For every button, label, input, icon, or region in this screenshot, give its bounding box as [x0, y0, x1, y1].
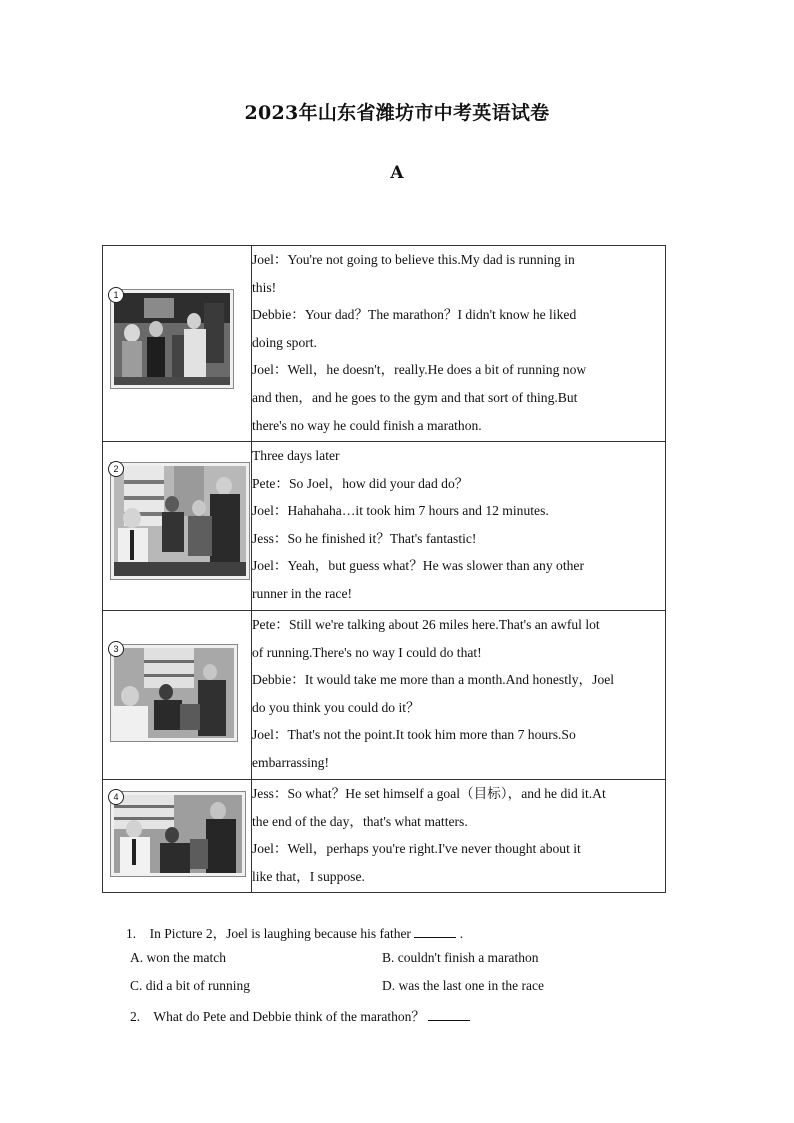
question-number: 2. — [130, 1009, 141, 1024]
answer-blank[interactable] — [414, 927, 456, 938]
picture-cell — [103, 246, 252, 442]
dialogue-line: this! — [252, 279, 277, 295]
story-table — [102, 245, 666, 893]
question-number: 1. — [126, 926, 137, 941]
page-title: 2023年山东省潍坊市中考英语试卷 — [244, 102, 550, 124]
question-stem: What do Pete and Debbie think of the marathon？ — [153, 1009, 425, 1024]
option-d[interactable] — [382, 978, 544, 994]
option-text: did a bit of running — [145, 978, 251, 993]
dialogue-cell — [252, 442, 666, 611]
question-tail: . — [459, 926, 464, 941]
picture-cell — [103, 442, 252, 611]
dialogue-line: runner in the race! — [252, 585, 353, 601]
dialogue-line: Three days later — [252, 448, 340, 463]
option-letter: C. — [130, 978, 143, 993]
answer-blank[interactable] — [428, 1010, 470, 1021]
dialogue-line: Pete：Still we're talking about 26 miles here.That's an awful lot — [252, 617, 600, 632]
option-a[interactable] — [130, 950, 226, 966]
option-b[interactable] — [382, 950, 539, 966]
story-row — [103, 780, 666, 893]
picture-number-badge: 2 — [108, 461, 124, 477]
story-row — [103, 246, 666, 442]
picture-cell — [103, 611, 252, 780]
picture-number-badge: 3 — [108, 641, 124, 657]
option-text: couldn't finish a marathon — [397, 950, 539, 965]
dialogue-line: Joel：Yeah，but guess what？He was slower than any other — [252, 558, 584, 574]
dialogue-line: and then，and he goes to the gym and that sort of thing.But — [252, 389, 578, 405]
dialogue-line: Joel：Hahahaha…it took him 7 hours and 12 minutes. — [252, 503, 549, 519]
dialogue-line: do you think you could do it？ — [252, 699, 420, 715]
dialogue-line: Debbie：It would take me more than a month.And honestly，Joel — [252, 672, 615, 688]
section-heading: A — [390, 163, 404, 183]
picture-3-photo — [111, 645, 237, 741]
dialogue-cell — [252, 780, 666, 893]
dialogue-line: Debbie：Your dad？The marathon？I didn't know he liked — [252, 307, 577, 323]
dialogue-line: the end of the day，that's what matters. — [252, 813, 468, 829]
story-row — [103, 611, 666, 780]
dialogue-cell — [252, 246, 666, 442]
option-letter: A. — [130, 950, 144, 965]
dialogue-line: of running.There's no way I could do that! — [252, 644, 482, 660]
picture-2-photo — [111, 463, 249, 579]
picture-cell — [103, 780, 252, 893]
dialogue-line: Joel：Well，he doesn't，really.He does a bit of running now — [252, 362, 587, 378]
dialogue-line: doing sport. — [252, 334, 317, 350]
option-c[interactable] — [130, 978, 250, 994]
option-text: was the last one in the race — [398, 978, 544, 993]
dialogue-line: there's no way he could finish a marathon. — [252, 417, 482, 433]
dialogue-line: embarrassing! — [252, 754, 330, 770]
dialogue-line: Joel：That's not the point.It took him more than 7 hours.So — [252, 727, 576, 743]
option-letter: B. — [382, 950, 395, 965]
picture-4-photo — [111, 792, 245, 876]
picture-1-photo — [111, 290, 233, 388]
dialogue-line: Joel：Well，perhaps you're right.I've never thought about it — [252, 841, 581, 857]
question-2 — [130, 1005, 470, 1025]
question-stem: In Picture 2，Joel is laughing because his father — [149, 926, 411, 941]
story-row — [103, 442, 666, 611]
dialogue-line: Pete：So Joel，how did your dad do？ — [252, 475, 469, 491]
dialogue-line: like that，I suppose. — [252, 868, 365, 884]
option-text: won the match — [146, 950, 226, 965]
dialogue-line: Joel：You're not going to believe this.My dad is running in — [252, 252, 575, 267]
question-1 — [126, 922, 463, 942]
dialogue-line: Jess：So he finished it？That's fantastic! — [252, 530, 477, 546]
picture-number-badge: 1 — [108, 287, 124, 303]
dialogue-cell — [252, 611, 666, 780]
picture-number-badge: 4 — [108, 789, 124, 805]
dialogue-line: Jess：So what？He set himself a goal（目标），and he did it.At — [252, 786, 606, 801]
option-letter: D. — [382, 978, 396, 993]
